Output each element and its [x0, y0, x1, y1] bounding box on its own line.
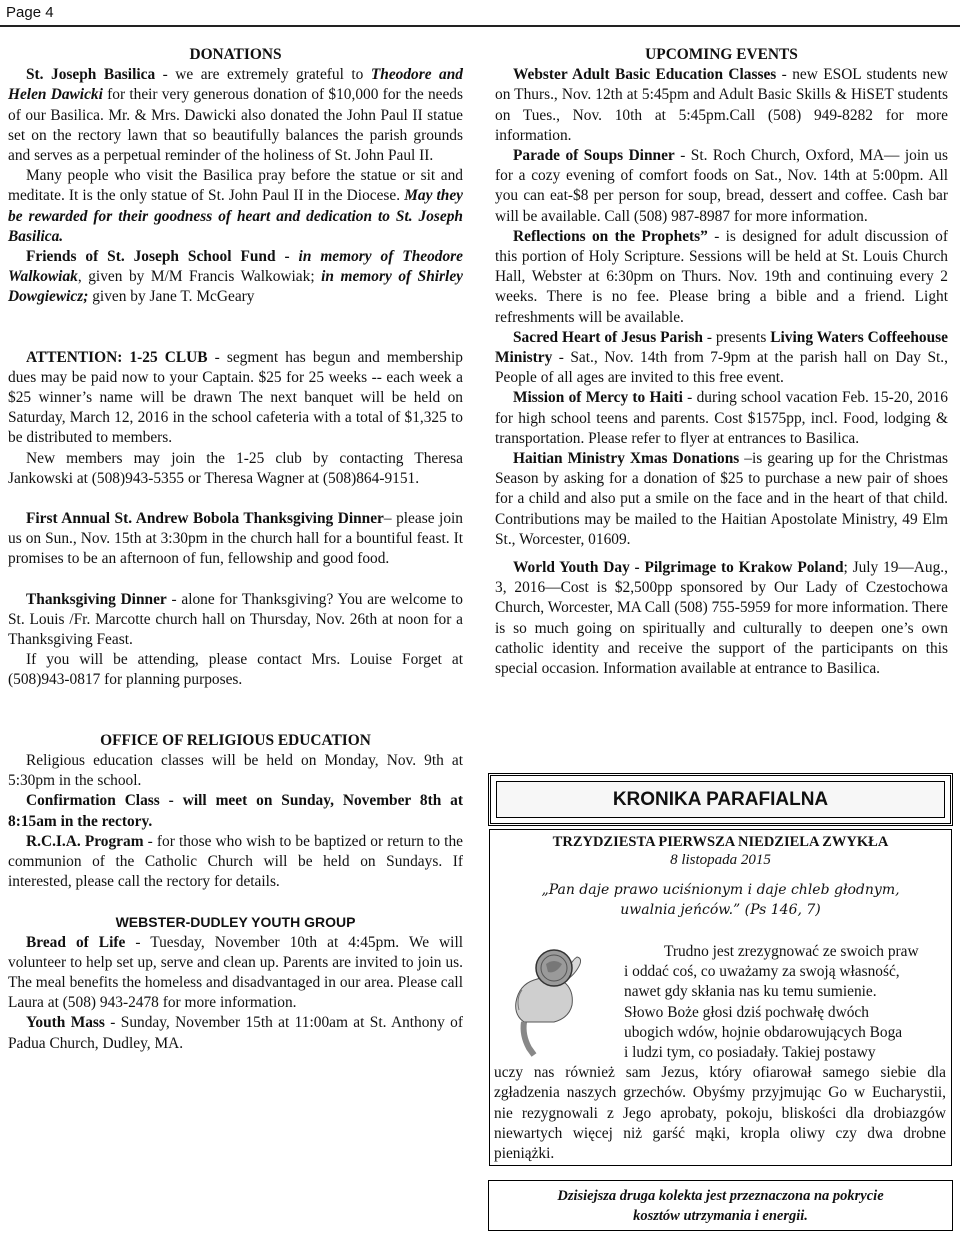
reflection-line-2: i oddać coś, co uważamy za swoją własność, — [624, 963, 900, 981]
donations-text-a: - we are extremely grateful to — [155, 66, 371, 84]
psalm-quote — [530, 880, 911, 920]
donations-heading: DONATIONS — [189, 46, 282, 63]
statue-text: Many people who visit the Basilica pray before the statue or sit and meditate. It is the only statue of St. John Paul II in the Diocese. — [8, 167, 463, 205]
thanksgiving-text: - alone for Thanksgiving? You are welcome to St. Louis /Fr. Marcotte church hall on Thursday, Nov. 26th at noon for a Thanksgiving Feast. — [8, 590, 463, 649]
haiti-paragraph — [495, 388, 948, 449]
thanksgiving-lead: Thanksgiving Dinner — [26, 590, 167, 608]
page-number: Page 4 — [6, 4, 54, 21]
youth-mass-lead: Youth Mass — [26, 1014, 105, 1032]
haiti-text: - during school vacation Feb. 15-20, 2016 for high school teens and parents. Cost $1575pp, incl. Food, lodging & transportation. Please refer to flyer at entrances to Basilica. — [495, 389, 948, 447]
reflection-line-1: Trudno jest zrezygnować ze swoich praw — [664, 943, 919, 960]
bread-of-life-paragraph — [8, 933, 463, 1014]
donations-paragraph — [8, 65, 463, 166]
left-column — [8, 45, 463, 1054]
sacred-heart-paragraph — [495, 328, 948, 389]
page-header — [0, 0, 960, 30]
rcia-paragraph — [8, 832, 463, 893]
new-members-paragraph: New members may join the 1-25 club by contacting Theresa Jankowski at (508)943-5355 or Theresa Wagner at (508)864-9151. — [8, 449, 463, 487]
youth-mass-text: - Sunday, November 15th at 11:00am at St. Anthony of Padua Church, Dudley, MA. — [8, 1014, 464, 1052]
reflection-line-4: Słowo Boże głosi dziś pochwałę dwóch — [624, 1003, 869, 1021]
bread-text: - Tuesday, November 10th at 4:45pm. We will volunteer to help set up, serve and clean up. Parents are invited to join us. The meal benefits the homeless and disadvantaged in our area. Please call Laura at (508) 943-2478 for more information. — [8, 933, 464, 1012]
psalm-line-2: uwalnia jeńców.” (Ps 146, 7) — [620, 902, 821, 918]
sacred-lead: Sacred Heart of Jesus Parish — [513, 328, 703, 346]
basilica-name: St. Joseph Basilica — [26, 66, 156, 84]
collection-line-1: Dzisiejsza druga kolekta jest przeznaczona na pokrycie — [557, 1188, 884, 1204]
reflection-rest: uczy nas również sam Jezus, który ofiarował samego siebie dla zgładzenia naszych grzechów. Obyśmy przyjmując Go w Eucharystii, nie rezygnowali z Jego aprobaty, pokoju, bliskości dla drobiazgów niewartych więcej niż garść mąki, kropla oliwy czy dwa drobne pieniążki. — [494, 1064, 946, 1163]
prophets-paragraph — [495, 227, 948, 328]
webster-paragraph — [495, 65, 948, 146]
bobola-lead: First Annual St. Andrew Bobola Thanksgiving Dinner — [26, 510, 384, 528]
friends-text-a: , given by M/M Francis Walkowiak; — [77, 268, 322, 286]
right-column — [495, 45, 948, 679]
memory-1: in memory of Theodore Walkowiak — [8, 248, 464, 286]
xmas-text: –is gearing up for the Christmas Season by asking for a donation of $25 to purchase a new pair of shoes for a child and also put a smile on the face and in the heart of that child. Contributions may be mailed to the Haitian Apostolate Ministry, 49 Elm St., Worcester, 01609. — [495, 450, 948, 548]
rcia-lead: R.C.I.A. Program — [26, 832, 144, 850]
thanksgiving-contact-paragraph: If you will be attending, please contact Mrs. Louise Forget at (508)943-0817 for planning purposes. — [8, 651, 463, 689]
friends-paragraph — [8, 247, 463, 308]
events-heading: UPCOMING EVENTS — [645, 46, 798, 63]
prophets-text: - is designed for adult discussion of this portion of Holy Scripture. Sessions will be held at St. Louis Church Hall, Webster at 6:30pm on Thurs. Nov. 19th and continuing every 2 weeks. There is no fee. Please bring a bible and a friend. Light refreshments will be available. — [495, 227, 948, 326]
kronika-banner — [488, 773, 953, 826]
attention-text: - segment has begun and membership dues may be paid now to your Captain. $25 for 25 weeks -- each week a $25 winner’s name will be drawn The next banquet will be held on Saturday, March 12, 2016 in the school cafeteria with a total of $1,325 to be distributed to members. — [8, 348, 463, 447]
sacred-text-b: - Sat., Nov. 14th from 7-9pm at the parish hall on Day St., People of all ages are invited to this free event. — [495, 349, 948, 387]
soups-text: - St. Roch Church, Oxford, MA— join us for a cozy evening of comfort foods on Sat., Nov. 14th at 5:00pm. All you can eat-$8 per person for soup, bread, dessert and coffee. Cash bar will be available. Call (508) 987-8987 for more information. — [495, 147, 948, 225]
wyd-lead: World Youth Day - Pilgrimage to Krakow Poland — [513, 559, 844, 577]
reflection-line-6: i ludzi tym, co posiadały. Takiej postawy — [624, 1044, 876, 1062]
reflection-line-5: ubogich wdów, hojnie obdarowujących Boga — [624, 1023, 903, 1041]
attention-lead: ATTENTION: 1-25 CLUB — [26, 348, 208, 366]
statue-blessing: May they be rewarded for their goodness of heart and dedication to St. Joseph Basilica. — [8, 187, 463, 245]
wyd-text: ; July 19—Aug., 3, 2016—Cost is $2,500pp sponsored by Our Lady of Czestochowa Church, Worcester, MA Call (508) 755-5959 for more information. There is so much going on spiritually and culturally to deepen one’s own catholic identity and receive the support of the participants on this special occasion. Information available at entrance to Basilica. — [495, 559, 949, 678]
header-rule — [0, 25, 960, 27]
memory-2: in memory of Shirley Dowgiewicz; — [8, 268, 463, 306]
second-collection-box — [488, 1180, 953, 1231]
wyd-paragraph — [495, 558, 948, 679]
sunday-reflection-text — [494, 942, 946, 1164]
collection-line-2: kosztów utrzymania i energii. — [633, 1208, 808, 1224]
sunday-date: 8 listopada 2015 — [670, 852, 771, 868]
haiti-lead: Mission of Mercy to Haiti — [513, 389, 683, 407]
sunday-title: TRZYDZIESTA PIERWSZA NIEDZIELA ZWYKŁA — [552, 834, 889, 850]
psalm-line-1: „Pan daje prawo uciśnionym i daje chleb głodnym, — [541, 882, 900, 898]
thanksgiving-dinner-paragraph — [8, 590, 463, 651]
thanksgiving-bobola-paragraph — [8, 509, 463, 570]
prophets-lead: Reflections on the Prophets” — [513, 227, 708, 245]
kronika-title: KRONIKA PARAFIALNA — [496, 781, 945, 818]
ore-classes-paragraph: Religious education classes will be held on Monday, Nov. 9th at 5:30pm in the school. — [8, 751, 463, 790]
attention-paragraph — [8, 348, 463, 449]
friends-lead: Friends of St. Joseph School Fund — [26, 248, 276, 266]
rcia-text: - for those who wish to be baptized or return to the communion of the Catholic Church will be held on Sundays. If interested, please call the rectory for details. — [8, 832, 463, 891]
confirmation-paragraph: Confirmation Class - will meet on Sunday, November 8th at 8:15am in the rectory. — [8, 792, 463, 830]
bread-lead: Bread of Life — [26, 933, 126, 951]
bobola-text: – please join us on Sun., Nov. 15th at 3:30pm in the church hall for a bountiful feast. It promises to be an afternoon of fun, fellowship and good food. — [8, 510, 463, 568]
donations-text-b: for their very generous donation of $10,000 for the needs of our Basilica. Mr. & Mrs. Dawicki also donated the John Paul II statue set on the rectory lawn that so beautifully balances the parish grounds and serves as a perpetual reminder of the holiness of St. John Paul II. — [8, 86, 463, 165]
friends-sep: - — [275, 248, 299, 266]
sunday-reflection-box — [489, 829, 952, 1166]
statue-paragraph — [8, 166, 463, 247]
soups-lead: Parade of Soups Dinner — [513, 147, 675, 165]
xmas-lead: Haitian Ministry Xmas Donations — [513, 450, 740, 468]
soups-paragraph — [495, 146, 948, 227]
coffeehouse-lead: Living Waters Coffeehouse Ministry — [495, 328, 948, 367]
sacred-text-a: - presents — [702, 328, 771, 346]
youth-mass-paragraph — [8, 1013, 463, 1053]
reflection-line-3: nawet gdy skłania nas ku temu sumienie. — [624, 983, 877, 1001]
youth-group-heading: WEBSTER-DUDLEY YOUTH GROUP — [115, 914, 356, 931]
donor-names: Theodore and Helen Dawicki — [8, 66, 464, 104]
webster-text: - new ESOL students new on Thurs., Nov. 12th at 5:45pm and Adult Basic Skills & HiSET students on Tues., Nov. 10th at 5:45pm.Call (508) 949-8282 for more information. — [495, 66, 949, 144]
webster-lead: Webster Adult Basic Education Classes — [513, 66, 777, 84]
ore-heading: OFFICE OF RELIGIOUS EDUCATION — [100, 731, 371, 749]
xmas-paragraph — [495, 449, 948, 550]
friends-text-b: given by Jane T. McGeary — [88, 288, 255, 306]
